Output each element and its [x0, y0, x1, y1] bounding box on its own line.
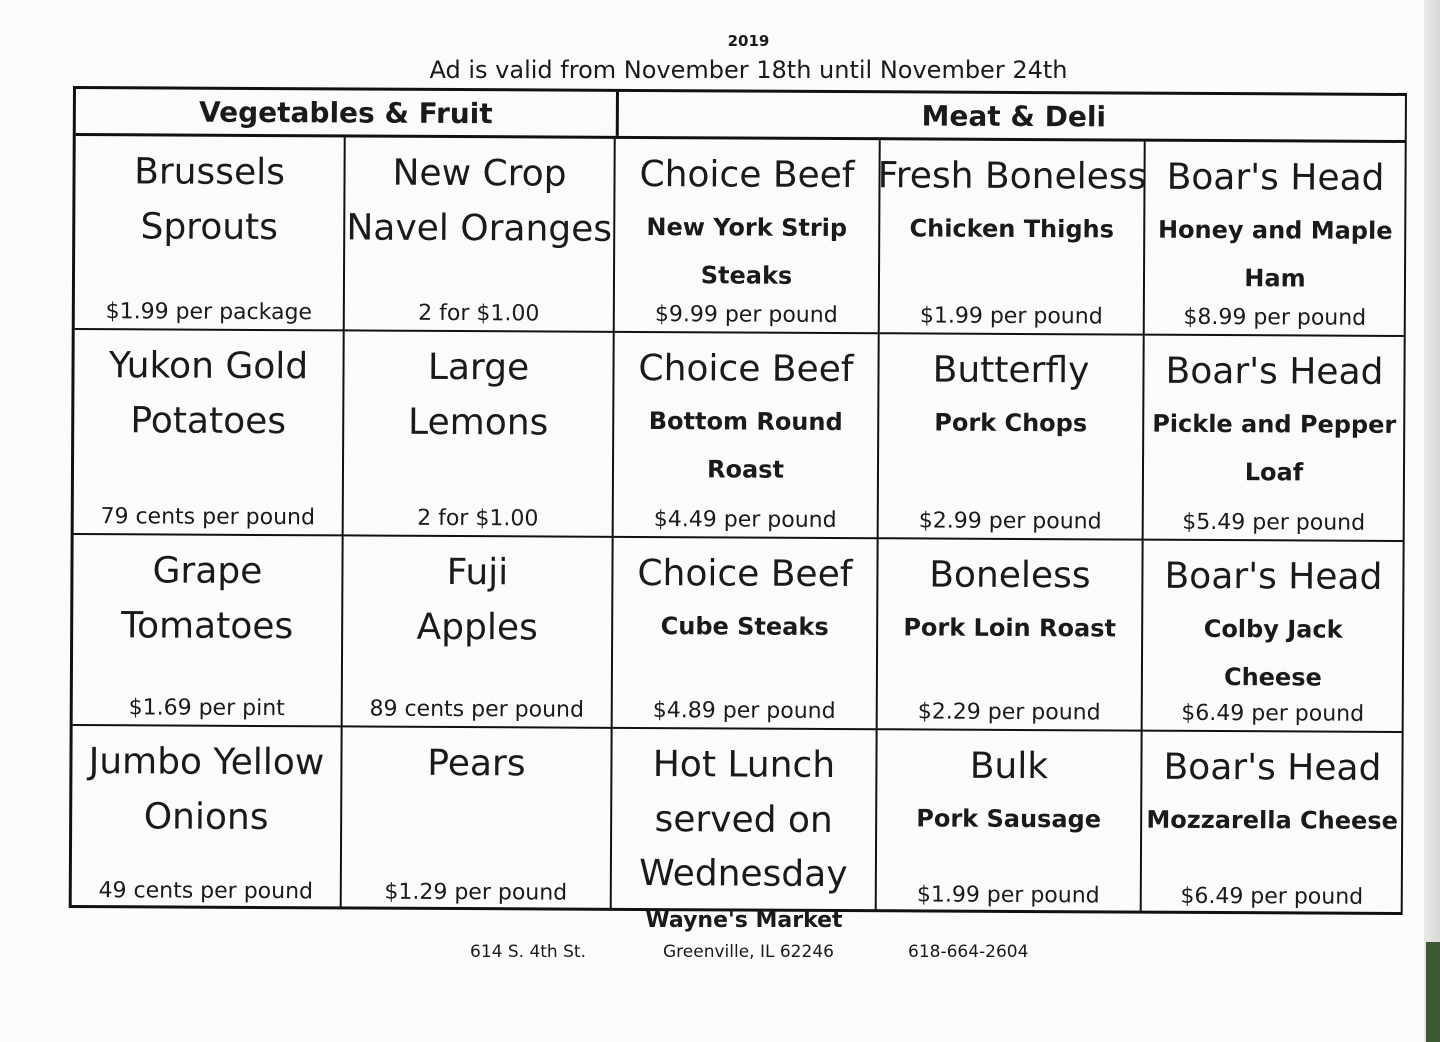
- ad-item-cell: [878, 539, 1144, 731]
- store-city: Greenville, IL 62246: [663, 942, 834, 962]
- ad-year: 2019: [727, 32, 770, 50]
- item-title-line2: Lemons: [408, 401, 549, 444]
- store-name: Wayne's Market: [645, 908, 843, 933]
- ad-item-cell: [1145, 142, 1406, 337]
- item-price: $6.49 per pound: [1180, 883, 1364, 910]
- item-title: Jumbo Yellow: [88, 741, 325, 784]
- ad-item-cell: [615, 139, 881, 334]
- item-title-line2: served on: [654, 799, 833, 841]
- paper-edge: [1424, 0, 1440, 1042]
- ad-item-cell: [879, 334, 1145, 540]
- item-subtitle: Pork Chops: [934, 408, 1088, 438]
- item-subtitle-line2: Steaks: [700, 261, 793, 290]
- ad-item-cell: [1142, 732, 1403, 914]
- item-title-line2: Apples: [416, 606, 538, 649]
- item-title-line3: Wednesday: [639, 852, 848, 896]
- item-price: $4.89 per pound: [652, 698, 836, 725]
- ad-item-cell: [612, 729, 878, 911]
- item-title: Choice Beef: [638, 347, 854, 391]
- item-subtitle: Pork Sausage: [916, 804, 1102, 834]
- item-price: 79 cents per pound: [100, 504, 316, 531]
- item-subtitle: Mozzarella Cheese: [1146, 805, 1398, 835]
- ad-item-cell: [74, 330, 345, 536]
- ad-item-cell: [1143, 541, 1404, 733]
- item-title: Bulk: [969, 745, 1049, 788]
- item-title-line2: Onions: [143, 796, 269, 839]
- item-title-line2: Navel Oranges: [346, 207, 613, 250]
- item-price: $1.99 per pound: [919, 303, 1103, 330]
- item-subtitle: New York Strip: [646, 213, 848, 243]
- item-title: Large: [427, 346, 530, 389]
- item-subtitle: Colby Jack: [1203, 614, 1343, 644]
- item-title: Choice Beef: [637, 552, 853, 596]
- ad-item-cell: [344, 331, 615, 537]
- item-price: $1.29 per pound: [384, 879, 568, 906]
- ad-item-cell: [73, 535, 344, 727]
- item-title: Hot Lunch: [652, 744, 836, 786]
- item-grid: [72, 136, 1406, 914]
- item-price: 2 for $1.00: [418, 300, 540, 327]
- item-price: $6.49 per pound: [1181, 700, 1365, 727]
- item-title: Brussels: [134, 151, 286, 194]
- item-price: 49 cents per pound: [98, 878, 314, 905]
- item-price: $4.49 per pound: [653, 507, 837, 534]
- item-price: $5.49 per pound: [1182, 509, 1366, 536]
- ad-item-cell: [72, 726, 343, 908]
- ad-item-cell: [342, 727, 613, 909]
- item-price: $2.99 per pound: [918, 508, 1102, 535]
- item-price: $1.69 per pint: [128, 695, 285, 722]
- ad-item-cell: [345, 137, 616, 332]
- item-price: 89 cents per pound: [369, 696, 585, 723]
- item-title-line2: Tomatoes: [121, 605, 294, 648]
- ad-item-cell: [877, 730, 1143, 912]
- store-street: 614 S. 4th St.: [470, 942, 586, 962]
- item-subtitle-line2: Ham: [1244, 264, 1306, 293]
- item-subtitle: Pork Loin Roast: [903, 613, 1117, 643]
- item-title: Choice Beef: [639, 153, 855, 197]
- item-subtitle-line2: Loaf: [1244, 458, 1304, 487]
- ad-item-cell: [1144, 336, 1405, 542]
- background-foliage: [1426, 942, 1440, 1042]
- item-price: $9.99 per pound: [654, 302, 838, 329]
- item-title: Grape: [152, 550, 263, 592]
- item-subtitle: Bottom Round: [648, 407, 843, 437]
- item-title: New Crop: [392, 152, 567, 195]
- item-price: 2 for $1.00: [417, 505, 539, 532]
- item-title: Boar's Head: [1164, 555, 1383, 598]
- ad-item-cell: [343, 536, 614, 728]
- item-title: Pears: [427, 742, 526, 785]
- store-phone: 618-664-2604: [908, 942, 1029, 962]
- ad-item-cell: [877, 140, 1147, 335]
- item-title: Boneless: [929, 554, 1091, 597]
- item-subtitle: Cube Steaks: [660, 612, 829, 641]
- item-title: Fuji: [446, 551, 509, 594]
- item-title: Boar's Head: [1166, 156, 1385, 199]
- item-price: $2.29 per pound: [917, 699, 1101, 726]
- section-vegetables-fruit: Vegetables & Fruit: [198, 95, 493, 130]
- item-subtitle-line2: Cheese: [1223, 663, 1322, 692]
- ad-item-cell: [614, 333, 880, 539]
- item-title: Yukon Gold: [108, 345, 309, 388]
- section-meat-deli: Meat & Deli: [616, 92, 1409, 140]
- item-title: Boar's Head: [1163, 746, 1382, 789]
- item-price: $1.99 per package: [105, 299, 313, 326]
- item-title-line2: Sprouts: [140, 206, 279, 249]
- ad-item-cell: [75, 136, 346, 331]
- ad-item-cell: [613, 538, 879, 730]
- item-subtitle: Pickle and Pepper: [1152, 409, 1397, 439]
- ad-table: [69, 86, 1407, 915]
- item-title: Butterfly: [932, 349, 1090, 392]
- item-title-line2: Potatoes: [130, 400, 287, 443]
- item-subtitle-line2: Roast: [706, 455, 785, 484]
- item-price: $8.99 per pound: [1183, 304, 1367, 331]
- item-subtitle: Honey and Maple: [1157, 215, 1393, 245]
- item-title: Boar's Head: [1165, 350, 1384, 393]
- item-title: Fresh Boneless: [877, 155, 1147, 198]
- ad-validity: Ad is valid from November 18th until November 24th: [429, 56, 1068, 84]
- item-subtitle: Chicken Thighs: [909, 214, 1115, 244]
- item-price: $1.99 per pound: [916, 882, 1100, 909]
